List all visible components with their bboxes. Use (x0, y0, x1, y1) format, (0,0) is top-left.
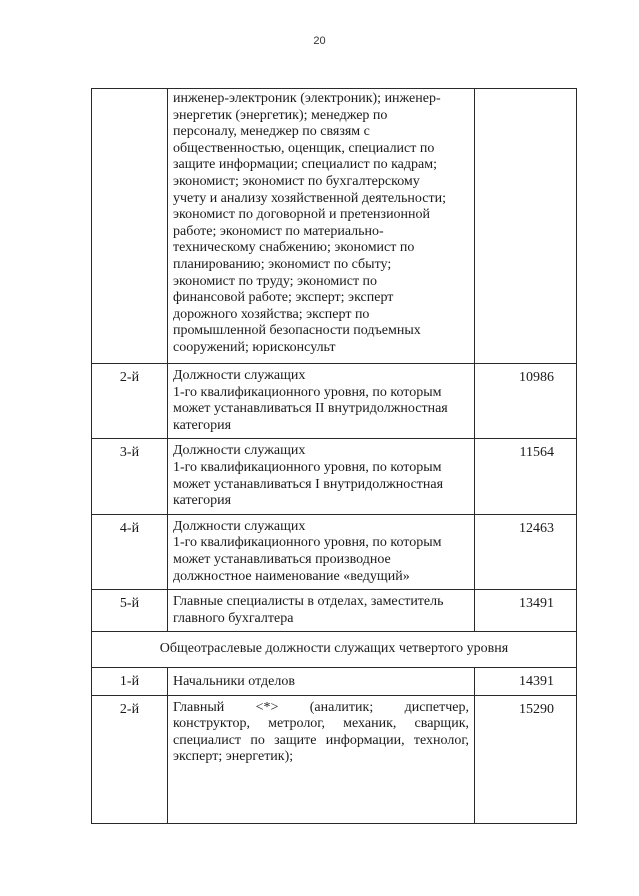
text-line: Главные специалисты в отделах, заместитель (173, 594, 444, 610)
page-number: 20 (313, 35, 326, 47)
text-line: сооружений; юрисконсульт (173, 339, 336, 355)
text-line: экономист; экономист по бухгалтерскому (173, 173, 420, 189)
text-line: защите информации; специалист по кадрам; (173, 157, 437, 173)
text-line: категория (173, 417, 232, 433)
text-line: Главный <*> (аналитик; диспетчер, (173, 699, 469, 715)
text-line: планированию; экономист по сбыту; (173, 256, 392, 272)
position-cell (168, 364, 475, 439)
text-line: персоналу, менеджер по связям с (173, 124, 370, 140)
text-line: главного бухгалтера (173, 610, 294, 626)
text-line: энергетик (энергетик); менеджер по (173, 107, 388, 123)
table-row (92, 514, 577, 589)
text-line: конструктор, метролог, механик, сварщик, (173, 716, 469, 732)
section-header-row (92, 632, 577, 668)
salary-cell: 12463 (475, 514, 577, 589)
position-cell (168, 667, 475, 695)
text-line: Должности служащих (173, 518, 306, 534)
salary-cell: 13491 (475, 590, 577, 632)
salary-cell: 10986 (475, 364, 577, 439)
table-row (92, 695, 577, 823)
text-line: должностное наименование «ведущий» (173, 568, 410, 584)
position-cell (168, 514, 475, 589)
level-cell: 3-й (92, 439, 168, 514)
position-cell (168, 439, 475, 514)
level-cell: 5-й (92, 590, 168, 632)
position-cell (168, 590, 475, 632)
text-line: может устанавливаться II внутридолжностная (173, 401, 448, 417)
text-line: Начальники отделов (173, 673, 295, 689)
level-cell: 2-й (92, 695, 168, 823)
text-line: 1-го квалификационного уровня, по которым (173, 384, 442, 400)
table-row-continuation (92, 89, 577, 364)
text-line: 1-го квалификационного уровня, по которым (173, 535, 442, 551)
table-row (92, 590, 577, 632)
table-row (92, 439, 577, 514)
text-line: общественностью, оценщик, специалист по (173, 140, 435, 156)
level-cell: 1-й (92, 667, 168, 695)
text-line: может устанавливаться I внутридолжностная (173, 476, 444, 492)
level-cell: 4-й (92, 514, 168, 589)
table-row (92, 364, 577, 439)
salary-cell: 11564 (475, 439, 577, 514)
text-line: инженер-электроник (электроник); инженер- (173, 91, 441, 106)
salary-cell: 15290 (475, 695, 577, 823)
salary-cell: 14391 (475, 667, 577, 695)
text-line: Должности служащих (173, 443, 306, 459)
salary-table (91, 88, 577, 824)
level-cell (92, 89, 168, 364)
text-line: дорожного хозяйства; эксперт по (173, 306, 370, 322)
position-cell (168, 695, 475, 823)
text-line: промышленной безопасности подъемных (173, 323, 421, 339)
position-list-cell (168, 89, 475, 364)
text-line: экономист по труду; экономист по (173, 273, 378, 289)
level-cell: 2-й (92, 364, 168, 439)
text-line: специалист по защите информации, технолог, (173, 732, 469, 748)
section-header: Общеотраслевые должности служащих четвертого уровня (92, 632, 577, 668)
table-row (92, 667, 577, 695)
salary-cell (475, 89, 577, 364)
text-line: учету и анализу хозяйственной деятельности; (173, 190, 446, 206)
text-line: может устанавливаться производное (173, 551, 391, 567)
text-line: эксперт; энергетик); (173, 749, 294, 765)
text-line: 1-го квалификационного уровня, по которым (173, 459, 442, 475)
text-line: Должности служащих (173, 368, 306, 383)
text-line: финансовой работе; эксперт; эксперт (173, 290, 394, 306)
text-line: экономист по договорной и претензионной (173, 207, 431, 223)
text-line: категория (173, 493, 232, 509)
text-line: техническому снабжению; экономист по (173, 240, 415, 256)
text-line: работе; экономист по материально- (173, 223, 384, 239)
